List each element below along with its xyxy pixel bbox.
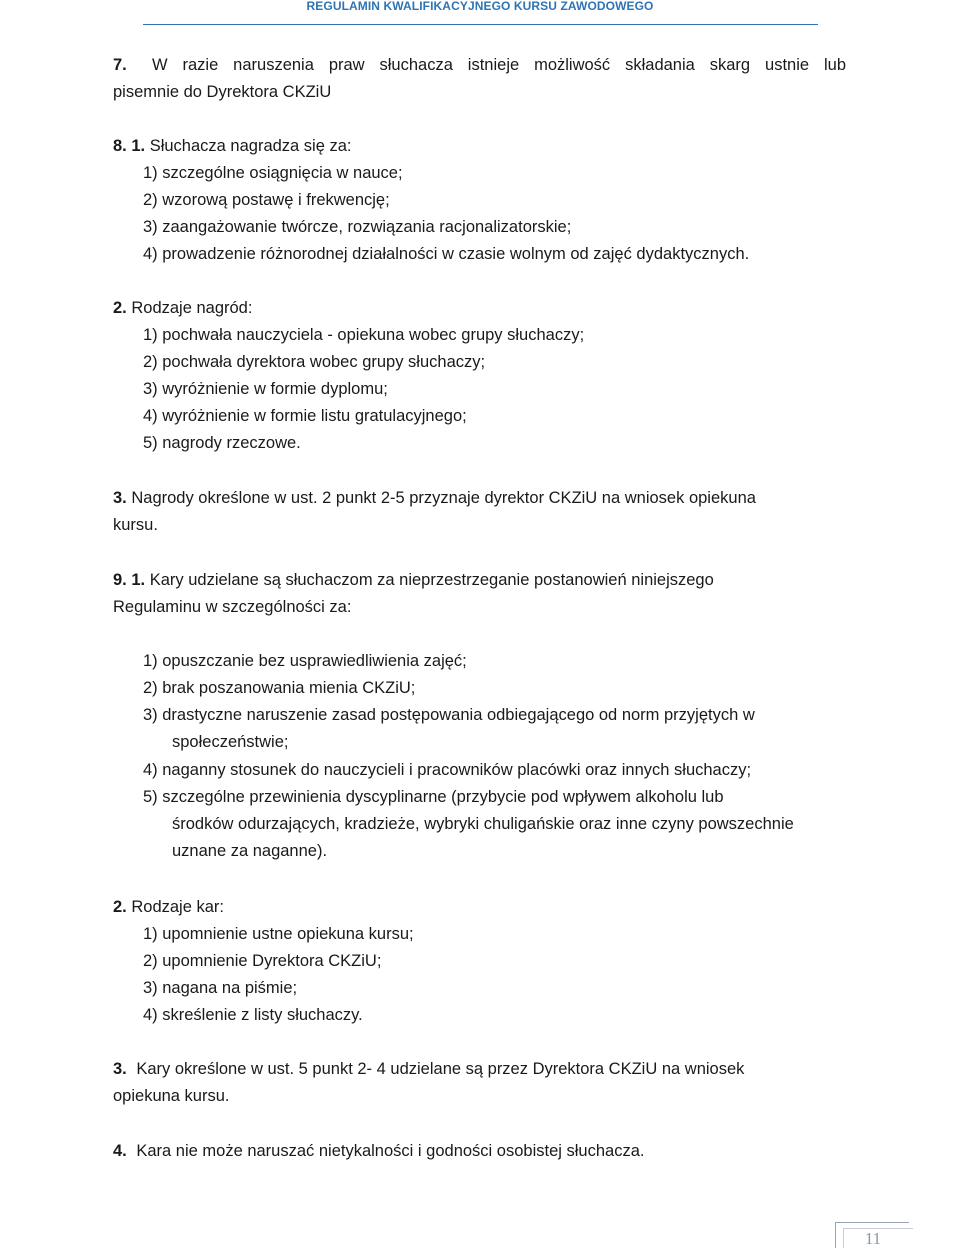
paragraph-9-item-5-continued-2: uznane za naganne). bbox=[172, 842, 328, 860]
paragraph-9-intro-line-2: Regulaminu w szczególności za: bbox=[113, 598, 352, 616]
paragraph-9-2-item-3: 3) nagana na piśmie; bbox=[143, 979, 298, 997]
document-header-title: REGULAMIN KWALIFIKACYJNEGO KURSU ZAWODOWEGO bbox=[306, 0, 654, 13]
paragraph-9-4-line bbox=[113, 1141, 644, 1161]
paragraph-9-item-3-continued: społeczeństwie; bbox=[172, 733, 289, 751]
paragraph-9-item-2: 2) brak poszanowania mienia CKZiU; bbox=[143, 679, 416, 697]
paragraph-8-3-line-2: kursu. bbox=[113, 516, 158, 534]
paragraph-8-item-2: 2) wzorową postawę i frekwencję; bbox=[143, 191, 390, 209]
paragraph-8-number: 8. 1. bbox=[113, 137, 146, 155]
paragraph-8-3-number: 3. bbox=[113, 489, 127, 507]
paragraph-8-2-number: 2. bbox=[113, 299, 127, 317]
paragraph-9-4-number: 4. bbox=[113, 1142, 127, 1160]
paragraph-9-item-5: 5) szczególne przewinienia dyscyplinarne (przybycie pod wpływem alkoholu lub bbox=[143, 788, 724, 806]
paragraph-8-2-item-5: 5) nagrody rzeczowe. bbox=[143, 434, 301, 452]
paragraph-9-2-intro: Rodzaje kar: bbox=[131, 898, 224, 916]
paragraph-9-2-item-4: 4) skreślenie z listy słuchaczy. bbox=[143, 1006, 363, 1024]
paragraph-9-number: 9. 1. bbox=[113, 571, 146, 589]
paragraph-8-3-text: Nagrody określone w ust. 2 punkt 2-5 przyznaje dyrektor CKZiU na wniosek opiekuna bbox=[131, 489, 756, 507]
paragraph-8-2-intro: Rodzaje nagród: bbox=[131, 299, 253, 317]
paragraph-9-item-3: 3) drastyczne naruszenie zasad postępowania odbiegającego od norm przyjętych w bbox=[143, 706, 755, 724]
paragraph-8-2-heading bbox=[113, 298, 252, 318]
paragraph-7-text-line-1: W razie naruszenia praw słuchacza istnieje możliwość składania skarg ustnie lub bbox=[152, 56, 846, 74]
paragraph-9-item-1: 1) opuszczanie bez usprawiedliwienia zajęć; bbox=[143, 652, 467, 670]
paragraph-9-3-line-1 bbox=[113, 1059, 744, 1079]
paragraph-8-2-item-4: 4) wyróżnienie w formie listu gratulacyjnego; bbox=[143, 407, 467, 425]
paragraph-9-item-4: 4) naganny stosunek do nauczycieli i pracowników placówki oraz innych słuchaczy; bbox=[143, 761, 752, 779]
paragraph-9-4-text: Kara nie może naruszać nietykalności i godności osobistej słuchacza. bbox=[136, 1142, 645, 1160]
page-number: 11 bbox=[864, 1229, 882, 1248]
paragraph-8-item-1: 1) szczególne osiągnięcia w nauce; bbox=[143, 164, 403, 182]
paragraph-8-item-4: 4) prowadzenie różnorodnej działalności w czasie wolnym od zajęć dydaktycznych. bbox=[143, 245, 750, 263]
paragraph-9-2-number: 2. bbox=[113, 898, 127, 916]
paragraph-7-number: 7. bbox=[113, 56, 127, 74]
paragraph-9-heading bbox=[113, 570, 714, 590]
paragraph-9-3-line-2: opiekuna kursu. bbox=[113, 1087, 230, 1105]
paragraph-8-2-item-2: 2) pochwała dyrektora wobec grupy słuchaczy; bbox=[143, 353, 486, 371]
paragraph-9-intro: Kary udzielane są słuchaczom za nieprzestrzeganie postanowień niniejszego bbox=[149, 571, 714, 589]
paragraph-8-3-line-1 bbox=[113, 488, 756, 508]
paragraph-8-intro: Słuchacza nagradza się za: bbox=[149, 137, 352, 155]
paragraph-7-text-line-2: pisemnie do Dyrektora CKZiU bbox=[113, 83, 332, 101]
paragraph-9-2-item-1: 1) upomnienie ustne opiekuna kursu; bbox=[143, 925, 414, 943]
paragraph-9-2-item-2: 2) upomnienie Dyrektora CKZiU; bbox=[143, 952, 382, 970]
paragraph-8-heading bbox=[113, 136, 352, 156]
paragraph-9-2-heading bbox=[113, 897, 224, 917]
header-divider bbox=[143, 24, 818, 25]
paragraph-8-2-item-3: 3) wyróżnienie w formie dyplomu; bbox=[143, 380, 388, 398]
paragraph-9-3-number: 3. bbox=[113, 1060, 127, 1078]
paragraph-8-2-item-1: 1) pochwała nauczyciela - opiekuna wobec grupy słuchaczy; bbox=[143, 326, 585, 344]
paragraph-8-item-3: 3) zaangażowanie twórcze, rozwiązania racjonalizatorskie; bbox=[143, 218, 572, 236]
paragraph-9-3-text: Kary określone w ust. 5 punkt 2- 4 udzielane są przez Dyrektora CKZiU na wniosek bbox=[136, 1060, 745, 1078]
paragraph-9-item-5-continued-1: środków odurzających, kradzieże, wybryki chuligańskie oraz inne czyny powszechnie bbox=[172, 815, 794, 833]
